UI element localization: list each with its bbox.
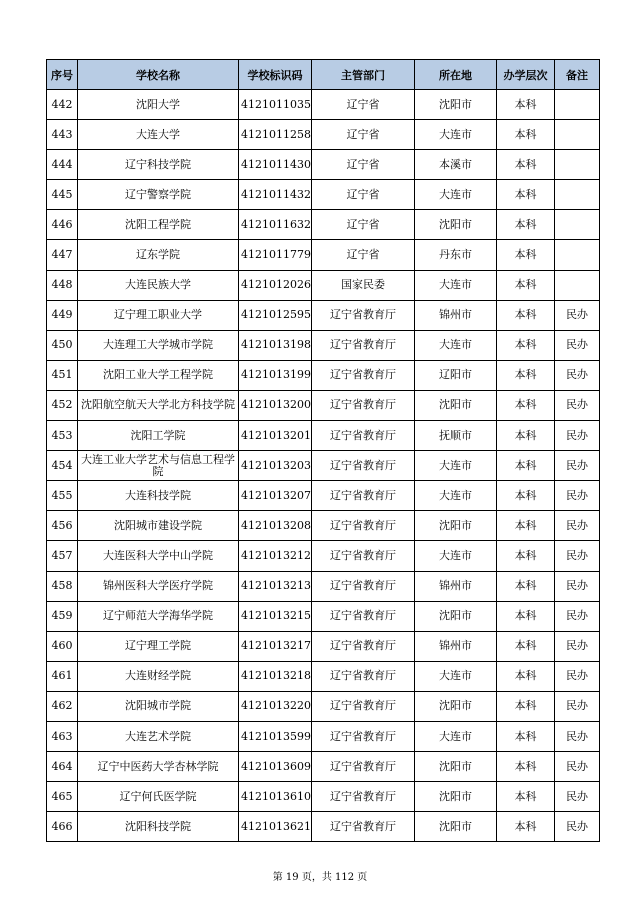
level-cell: 本科 bbox=[497, 421, 555, 451]
remarks-cell: 民办 bbox=[555, 451, 600, 481]
table-row bbox=[47, 481, 600, 511]
level-cell: 本科 bbox=[497, 300, 555, 330]
table-row bbox=[47, 812, 600, 842]
department-cell: 辽宁省教育厅 bbox=[312, 661, 415, 691]
row-index-cell: 448 bbox=[47, 270, 78, 300]
remarks-cell: 民办 bbox=[555, 541, 600, 571]
university-table bbox=[46, 59, 600, 842]
level-cell: 本科 bbox=[497, 120, 555, 150]
location-cell: 锦州市 bbox=[415, 631, 497, 661]
school-code-cell: 4121013201 bbox=[239, 421, 312, 451]
school-name-cell: 锦州医科大学医疗学院 bbox=[78, 571, 239, 601]
school-code-cell: 4121011258 bbox=[239, 120, 312, 150]
school-code-cell: 4121013213 bbox=[239, 571, 312, 601]
department-cell: 辽宁省教育厅 bbox=[312, 812, 415, 842]
table-row bbox=[47, 571, 600, 601]
school-name-cell: 大连工业大学艺术与信息工程学院 bbox=[78, 451, 239, 481]
department-cell: 辽宁省教育厅 bbox=[312, 721, 415, 751]
level-cell: 本科 bbox=[497, 571, 555, 601]
school-code-cell: 4121013200 bbox=[239, 390, 312, 420]
level-cell: 本科 bbox=[497, 180, 555, 210]
table-row bbox=[47, 180, 600, 210]
school-code-cell: 4121013218 bbox=[239, 661, 312, 691]
location-cell: 锦州市 bbox=[415, 300, 497, 330]
school-name-cell: 辽宁何氏医学院 bbox=[78, 782, 239, 812]
table-row bbox=[47, 451, 600, 481]
level-cell: 本科 bbox=[497, 511, 555, 541]
level-cell: 本科 bbox=[497, 451, 555, 481]
row-index-cell: 458 bbox=[47, 571, 78, 601]
school-name-cell: 辽宁中医药大学杏林学院 bbox=[78, 752, 239, 782]
table-row bbox=[47, 330, 600, 360]
table-row bbox=[47, 120, 600, 150]
row-index-cell: 462 bbox=[47, 691, 78, 721]
table-row bbox=[47, 541, 600, 571]
school-name-cell: 沈阳航空航天大学北方科技学院 bbox=[78, 390, 239, 420]
school-name-cell: 沈阳工程学院 bbox=[78, 210, 239, 240]
row-index-cell: 449 bbox=[47, 300, 78, 330]
location-cell: 大连市 bbox=[415, 330, 497, 360]
department-cell: 辽宁省教育厅 bbox=[312, 390, 415, 420]
department-cell: 辽宁省教育厅 bbox=[312, 360, 415, 390]
location-cell: 锦州市 bbox=[415, 571, 497, 601]
table-row bbox=[47, 601, 600, 631]
location-cell: 大连市 bbox=[415, 661, 497, 691]
department-cell: 辽宁省 bbox=[312, 150, 415, 180]
table-row bbox=[47, 721, 600, 751]
school-name-cell: 大连艺术学院 bbox=[78, 721, 239, 751]
remarks-cell: 民办 bbox=[555, 390, 600, 420]
row-index-cell: 465 bbox=[47, 782, 78, 812]
remarks-cell: 民办 bbox=[555, 330, 600, 360]
location-cell: 沈阳市 bbox=[415, 210, 497, 240]
school-code-cell: 4121011430 bbox=[239, 150, 312, 180]
table-row bbox=[47, 210, 600, 240]
level-cell: 本科 bbox=[497, 721, 555, 751]
location-cell: 大连市 bbox=[415, 451, 497, 481]
row-index-cell: 445 bbox=[47, 180, 78, 210]
department-cell: 辽宁省教育厅 bbox=[312, 451, 415, 481]
school-name-cell: 辽宁理工学院 bbox=[78, 631, 239, 661]
department-cell: 辽宁省教育厅 bbox=[312, 691, 415, 721]
table-row bbox=[47, 300, 600, 330]
table-row bbox=[47, 631, 600, 661]
school-name-cell: 辽宁师范大学海华学院 bbox=[78, 601, 239, 631]
remarks-cell: 民办 bbox=[555, 812, 600, 842]
school-code-cell: 4121012026 bbox=[239, 270, 312, 300]
level-cell: 本科 bbox=[497, 360, 555, 390]
school-code-cell: 4121013212 bbox=[239, 541, 312, 571]
level-cell: 本科 bbox=[497, 691, 555, 721]
row-index-cell: 461 bbox=[47, 661, 78, 691]
level-cell: 本科 bbox=[497, 390, 555, 420]
row-index-cell: 453 bbox=[47, 421, 78, 451]
school-name-cell: 大连民族大学 bbox=[78, 270, 239, 300]
location-cell: 大连市 bbox=[415, 721, 497, 751]
table-header-row bbox=[47, 60, 600, 90]
school-name-cell: 沈阳大学 bbox=[78, 90, 239, 120]
location-cell: 抚顺市 bbox=[415, 421, 497, 451]
remarks-cell: 民办 bbox=[555, 300, 600, 330]
department-cell: 辽宁省教育厅 bbox=[312, 601, 415, 631]
level-cell: 本科 bbox=[497, 752, 555, 782]
school-code-cell: 4121013203 bbox=[239, 451, 312, 481]
table-row bbox=[47, 390, 600, 420]
col-header-school-code: 学校标识码 bbox=[239, 60, 312, 90]
department-cell: 辽宁省教育厅 bbox=[312, 330, 415, 360]
row-index-cell: 452 bbox=[47, 390, 78, 420]
school-code-cell: 4121013199 bbox=[239, 360, 312, 390]
school-code-cell: 4121013599 bbox=[239, 721, 312, 751]
location-cell: 沈阳市 bbox=[415, 752, 497, 782]
level-cell: 本科 bbox=[497, 240, 555, 270]
school-name-cell: 辽东学院 bbox=[78, 240, 239, 270]
department-cell: 辽宁省教育厅 bbox=[312, 511, 415, 541]
school-name-cell: 大连医科大学中山学院 bbox=[78, 541, 239, 571]
level-cell: 本科 bbox=[497, 330, 555, 360]
remarks-cell: 民办 bbox=[555, 421, 600, 451]
row-index-cell: 454 bbox=[47, 451, 78, 481]
col-header-school-name: 学校名称 bbox=[78, 60, 239, 90]
table-body bbox=[47, 90, 600, 842]
table-row bbox=[47, 150, 600, 180]
row-index-cell: 446 bbox=[47, 210, 78, 240]
level-cell: 本科 bbox=[497, 270, 555, 300]
level-cell: 本科 bbox=[497, 631, 555, 661]
level-cell: 本科 bbox=[497, 661, 555, 691]
level-cell: 本科 bbox=[497, 150, 555, 180]
location-cell: 丹东市 bbox=[415, 240, 497, 270]
remarks-cell: 民办 bbox=[555, 661, 600, 691]
department-cell: 辽宁省 bbox=[312, 180, 415, 210]
row-index-cell: 457 bbox=[47, 541, 78, 571]
table-row bbox=[47, 360, 600, 390]
level-cell: 本科 bbox=[497, 210, 555, 240]
table-row bbox=[47, 752, 600, 782]
remarks-cell bbox=[555, 270, 600, 300]
row-index-cell: 443 bbox=[47, 120, 78, 150]
location-cell: 沈阳市 bbox=[415, 90, 497, 120]
school-name-cell: 辽宁科技学院 bbox=[78, 150, 239, 180]
remarks-cell: 民办 bbox=[555, 601, 600, 631]
table-row bbox=[47, 691, 600, 721]
row-index-cell: 464 bbox=[47, 752, 78, 782]
col-header-remarks: 备注 bbox=[555, 60, 600, 90]
location-cell: 沈阳市 bbox=[415, 782, 497, 812]
level-cell: 本科 bbox=[497, 782, 555, 812]
row-index-cell: 444 bbox=[47, 150, 78, 180]
row-index-cell: 463 bbox=[47, 721, 78, 751]
table-row bbox=[47, 240, 600, 270]
location-cell: 大连市 bbox=[415, 180, 497, 210]
school-code-cell: 4121013208 bbox=[239, 511, 312, 541]
school-name-cell: 大连大学 bbox=[78, 120, 239, 150]
school-name-cell: 大连科技学院 bbox=[78, 481, 239, 511]
remarks-cell bbox=[555, 210, 600, 240]
school-code-cell: 4121012595 bbox=[239, 300, 312, 330]
remarks-cell: 民办 bbox=[555, 691, 600, 721]
location-cell: 大连市 bbox=[415, 270, 497, 300]
level-cell: 本科 bbox=[497, 601, 555, 631]
remarks-cell bbox=[555, 90, 600, 120]
department-cell: 国家民委 bbox=[312, 270, 415, 300]
table-row bbox=[47, 270, 600, 300]
remarks-cell bbox=[555, 180, 600, 210]
row-index-cell: 459 bbox=[47, 601, 78, 631]
department-cell: 辽宁省 bbox=[312, 120, 415, 150]
school-code-cell: 4121011779 bbox=[239, 240, 312, 270]
location-cell: 大连市 bbox=[415, 481, 497, 511]
department-cell: 辽宁省 bbox=[312, 210, 415, 240]
row-index-cell: 456 bbox=[47, 511, 78, 541]
remarks-cell: 民办 bbox=[555, 511, 600, 541]
location-cell: 沈阳市 bbox=[415, 601, 497, 631]
school-name-cell: 沈阳城市建设学院 bbox=[78, 511, 239, 541]
location-cell: 大连市 bbox=[415, 541, 497, 571]
department-cell: 辽宁省教育厅 bbox=[312, 481, 415, 511]
col-header-level: 办学层次 bbox=[497, 60, 555, 90]
school-name-cell: 大连理工大学城市学院 bbox=[78, 330, 239, 360]
school-name-cell: 沈阳工业大学工程学院 bbox=[78, 360, 239, 390]
department-cell: 辽宁省 bbox=[312, 90, 415, 120]
department-cell: 辽宁省教育厅 bbox=[312, 300, 415, 330]
location-cell: 沈阳市 bbox=[415, 390, 497, 420]
level-cell: 本科 bbox=[497, 541, 555, 571]
school-name-cell: 沈阳城市学院 bbox=[78, 691, 239, 721]
remarks-cell: 民办 bbox=[555, 721, 600, 751]
row-index-cell: 447 bbox=[47, 240, 78, 270]
remarks-cell: 民办 bbox=[555, 631, 600, 661]
row-index-cell: 455 bbox=[47, 481, 78, 511]
department-cell: 辽宁省教育厅 bbox=[312, 421, 415, 451]
department-cell: 辽宁省教育厅 bbox=[312, 631, 415, 661]
table-row bbox=[47, 90, 600, 120]
level-cell: 本科 bbox=[497, 481, 555, 511]
table-row bbox=[47, 661, 600, 691]
table-row bbox=[47, 511, 600, 541]
row-index-cell: 442 bbox=[47, 90, 78, 120]
remarks-cell: 民办 bbox=[555, 481, 600, 511]
location-cell: 大连市 bbox=[415, 120, 497, 150]
school-code-cell: 4121013621 bbox=[239, 812, 312, 842]
department-cell: 辽宁省教育厅 bbox=[312, 752, 415, 782]
remarks-cell bbox=[555, 150, 600, 180]
location-cell: 本溪市 bbox=[415, 150, 497, 180]
remarks-cell bbox=[555, 240, 600, 270]
department-cell: 辽宁省教育厅 bbox=[312, 541, 415, 571]
department-cell: 辽宁省教育厅 bbox=[312, 571, 415, 601]
school-code-cell: 4121013215 bbox=[239, 601, 312, 631]
school-code-cell: 4121013220 bbox=[239, 691, 312, 721]
remarks-cell: 民办 bbox=[555, 752, 600, 782]
table-row bbox=[47, 421, 600, 451]
remarks-cell: 民办 bbox=[555, 571, 600, 601]
school-code-cell: 4121013609 bbox=[239, 752, 312, 782]
school-name-cell: 沈阳工学院 bbox=[78, 421, 239, 451]
location-cell: 沈阳市 bbox=[415, 812, 497, 842]
row-index-cell: 460 bbox=[47, 631, 78, 661]
level-cell: 本科 bbox=[497, 812, 555, 842]
location-cell: 沈阳市 bbox=[415, 511, 497, 541]
level-cell: 本科 bbox=[497, 90, 555, 120]
school-code-cell: 4121011432 bbox=[239, 180, 312, 210]
school-code-cell: 4121013217 bbox=[239, 631, 312, 661]
school-code-cell: 4121013610 bbox=[239, 782, 312, 812]
school-name-cell: 沈阳科技学院 bbox=[78, 812, 239, 842]
table-row bbox=[47, 782, 600, 812]
school-name-cell: 大连财经学院 bbox=[78, 661, 239, 691]
remarks-cell: 民办 bbox=[555, 360, 600, 390]
department-cell: 辽宁省教育厅 bbox=[312, 782, 415, 812]
school-name-cell: 辽宁理工职业大学 bbox=[78, 300, 239, 330]
location-cell: 辽阳市 bbox=[415, 360, 497, 390]
row-index-cell: 450 bbox=[47, 330, 78, 360]
col-header-department: 主管部门 bbox=[312, 60, 415, 90]
col-header-index: 序号 bbox=[47, 60, 78, 90]
school-code-cell: 4121013198 bbox=[239, 330, 312, 360]
remarks-cell: 民办 bbox=[555, 782, 600, 812]
location-cell: 沈阳市 bbox=[415, 691, 497, 721]
remarks-cell bbox=[555, 120, 600, 150]
school-code-cell: 4121011035 bbox=[239, 90, 312, 120]
row-index-cell: 466 bbox=[47, 812, 78, 842]
col-header-location: 所在地 bbox=[415, 60, 497, 90]
school-name-cell: 辽宁警察学院 bbox=[78, 180, 239, 210]
school-code-cell: 4121013207 bbox=[239, 481, 312, 511]
school-code-cell: 4121011632 bbox=[239, 210, 312, 240]
page-number-footer: 第 19 页，共 112 页 bbox=[272, 872, 368, 883]
department-cell: 辽宁省 bbox=[312, 240, 415, 270]
row-index-cell: 451 bbox=[47, 360, 78, 390]
